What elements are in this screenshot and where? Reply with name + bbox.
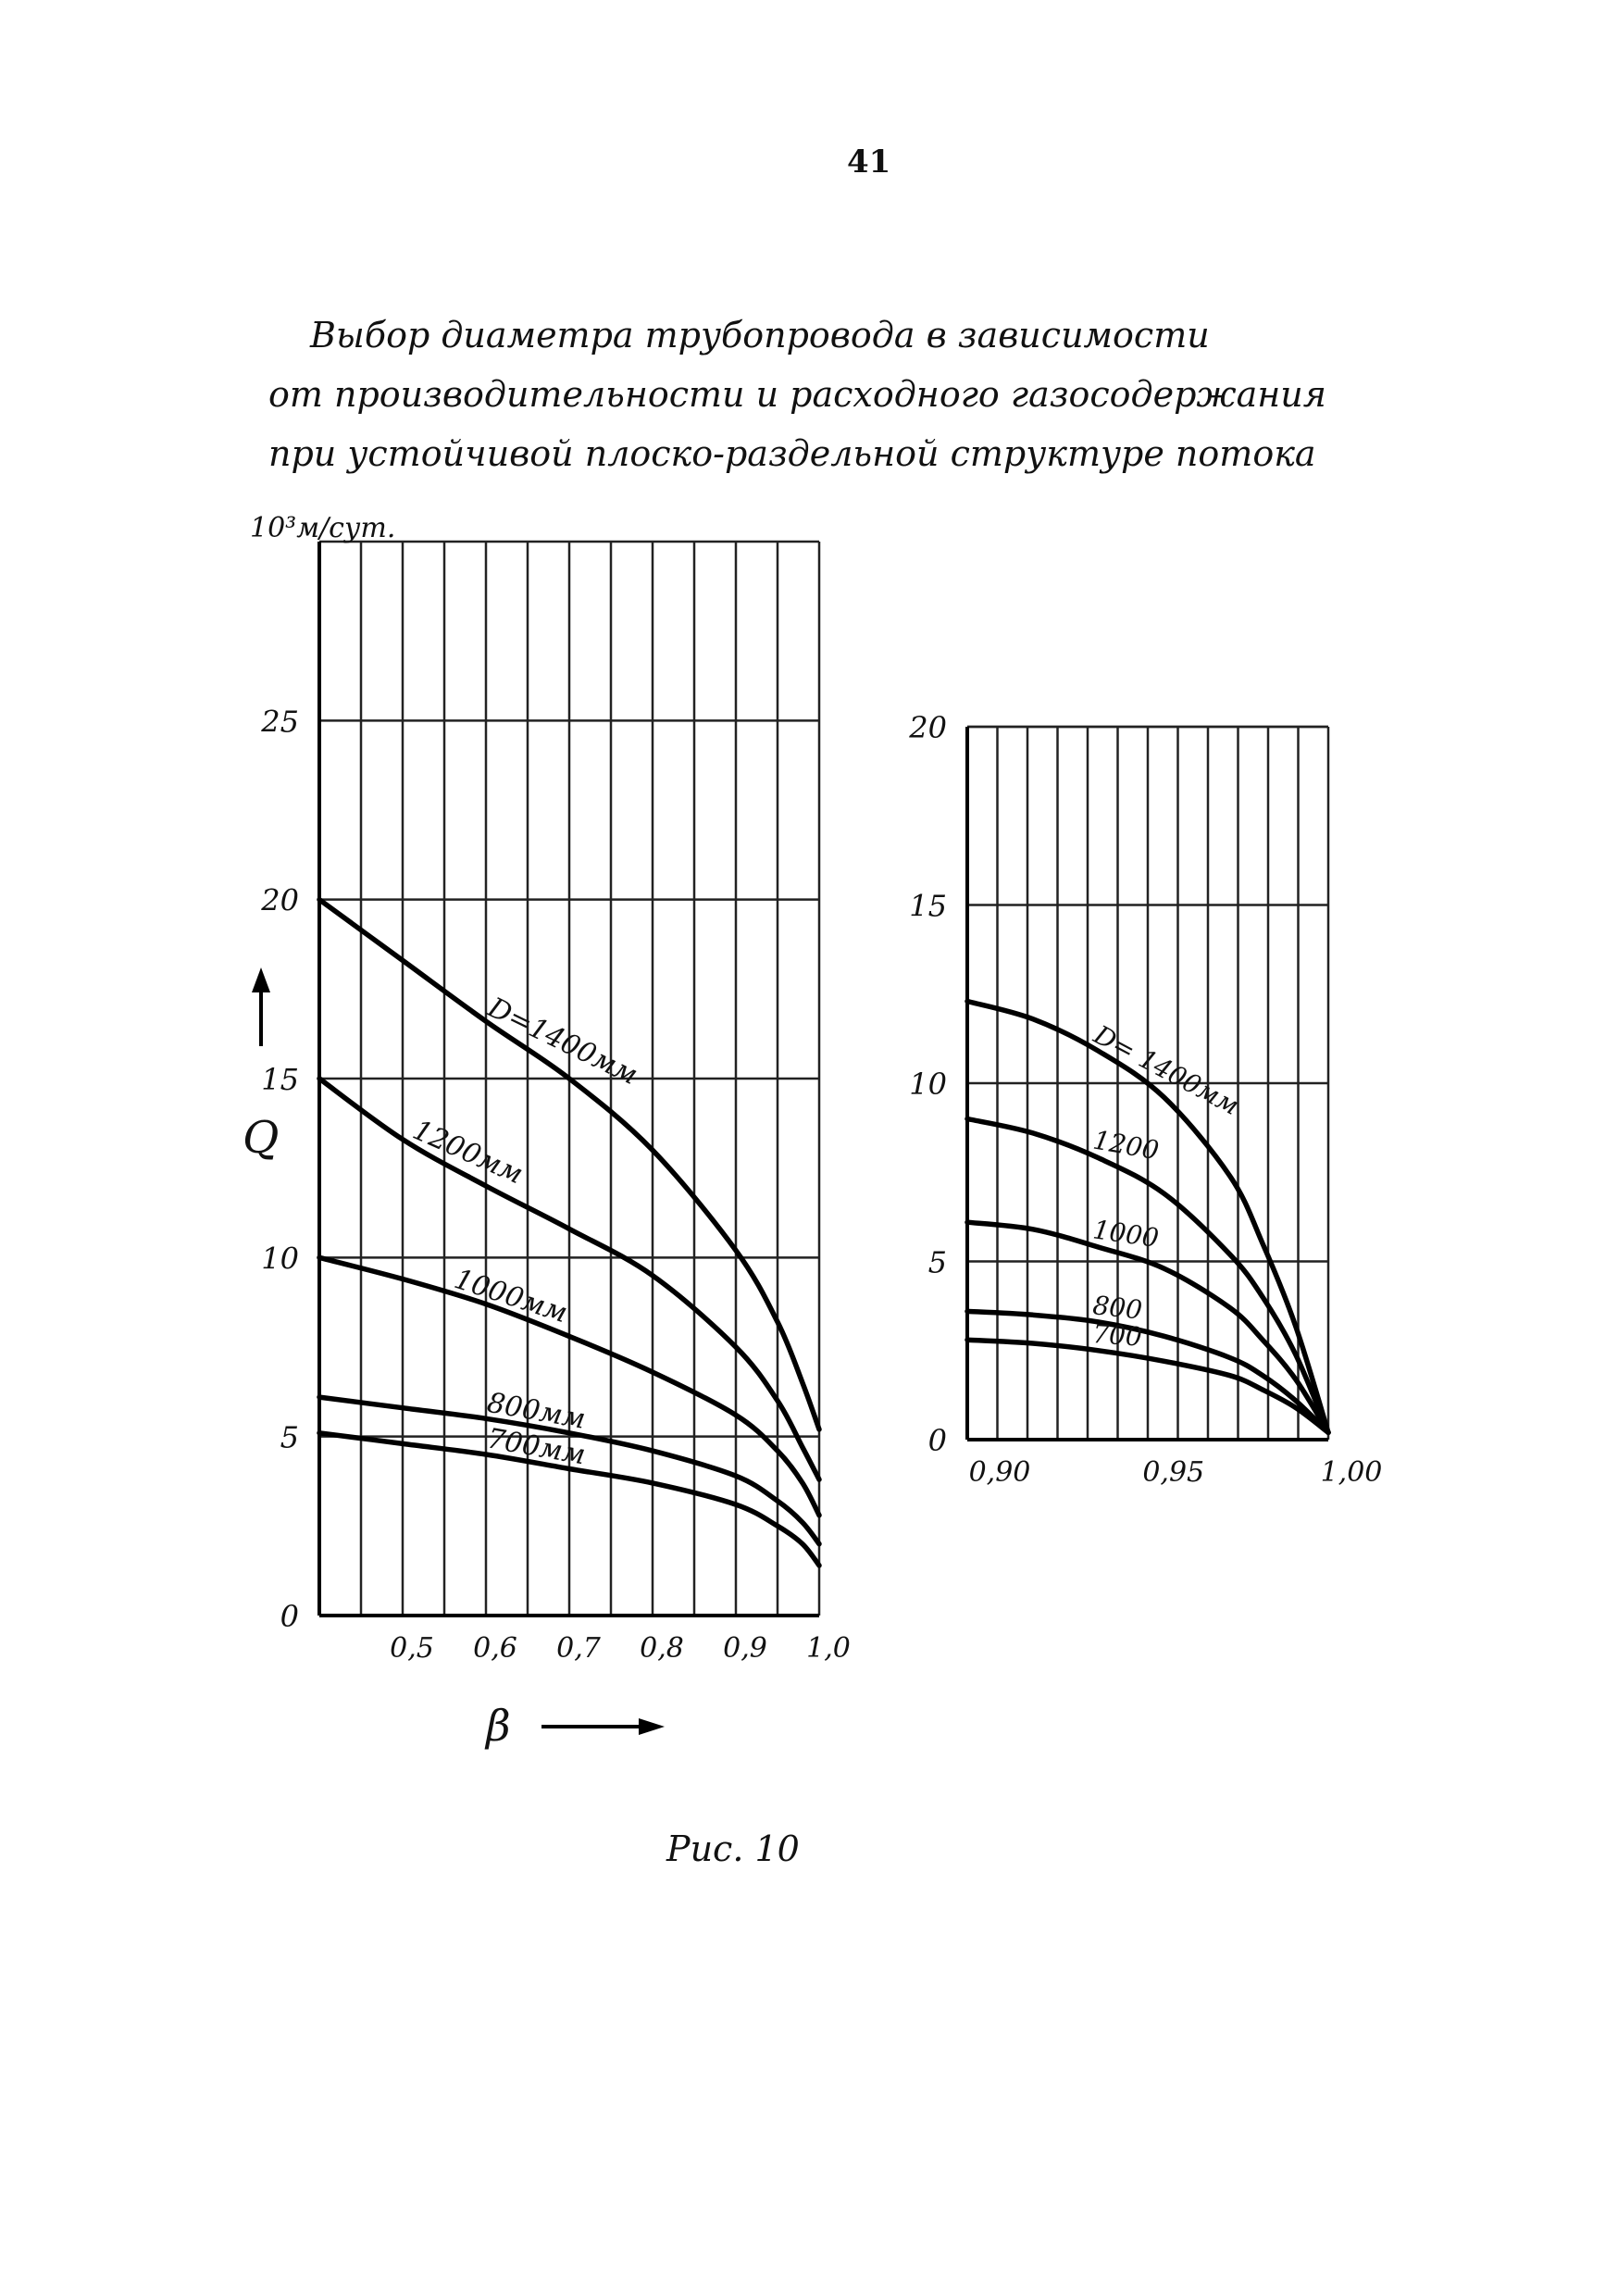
title-line-1: Выбор диаметра трубопровода в зависимости — [310, 315, 1210, 356]
x-tick-label: 0,8 — [640, 1632, 684, 1665]
x-tick-label: 0,7 — [556, 1632, 601, 1665]
figure-caption: Рис. 10 — [666, 1828, 800, 1869]
chart-left — [243, 512, 851, 1751]
title-line-2: от производительности и расходного газосодержания — [268, 374, 1326, 415]
x-tick-label: 0,90 — [968, 1456, 1031, 1489]
title-line-3: при устойчивой плоско-раздельной структуре потока — [268, 433, 1316, 474]
y-axis-unit: 10³м/сут. — [250, 512, 396, 544]
page-number: 41 — [847, 144, 891, 181]
series-label: D= 1400мм — [1089, 1018, 1245, 1122]
series-label: 700мм — [484, 1422, 589, 1472]
x-tick-label: 0,95 — [1142, 1456, 1205, 1489]
y-tick-label: 0 — [927, 1423, 947, 1458]
y-tick-label: 25 — [261, 704, 299, 740]
x-axis-arrow-head — [639, 1718, 665, 1735]
y-axis-label: Q — [243, 1112, 280, 1164]
series-label: 800 — [1090, 1290, 1144, 1326]
x-tick-label: 1,0 — [806, 1632, 851, 1665]
series-label: D=1400мм — [482, 991, 643, 1092]
series-label: 700 — [1091, 1318, 1143, 1353]
series-label: 800мм — [484, 1386, 589, 1436]
y-tick-label: 5 — [280, 1419, 299, 1455]
series-label: 1200 — [1090, 1124, 1162, 1167]
y-tick-label: 20 — [909, 710, 947, 745]
series-label: 1000 — [1090, 1214, 1161, 1254]
y-tick-label: 10 — [909, 1067, 947, 1102]
y-tick-label: 20 — [261, 882, 299, 918]
y-tick-label: 5 — [927, 1244, 947, 1280]
y-axis-arrow-head — [252, 967, 270, 992]
x-tick-label: 0,9 — [723, 1632, 767, 1665]
y-tick-label: 15 — [261, 1062, 299, 1097]
x-tick-label: 1,00 — [1320, 1456, 1383, 1489]
series-label: 1200мм — [407, 1114, 529, 1192]
chart-right — [908, 710, 1382, 1489]
y-tick-label: 15 — [909, 888, 947, 924]
y-tick-label: 0 — [280, 1599, 299, 1634]
x-tick-label: 0,5 — [390, 1632, 434, 1665]
x-axis-label: β — [486, 1701, 511, 1751]
series-label: 1000мм — [450, 1263, 572, 1330]
y-tick-label: 10 — [261, 1241, 299, 1277]
x-tick-label: 0,6 — [473, 1632, 517, 1665]
